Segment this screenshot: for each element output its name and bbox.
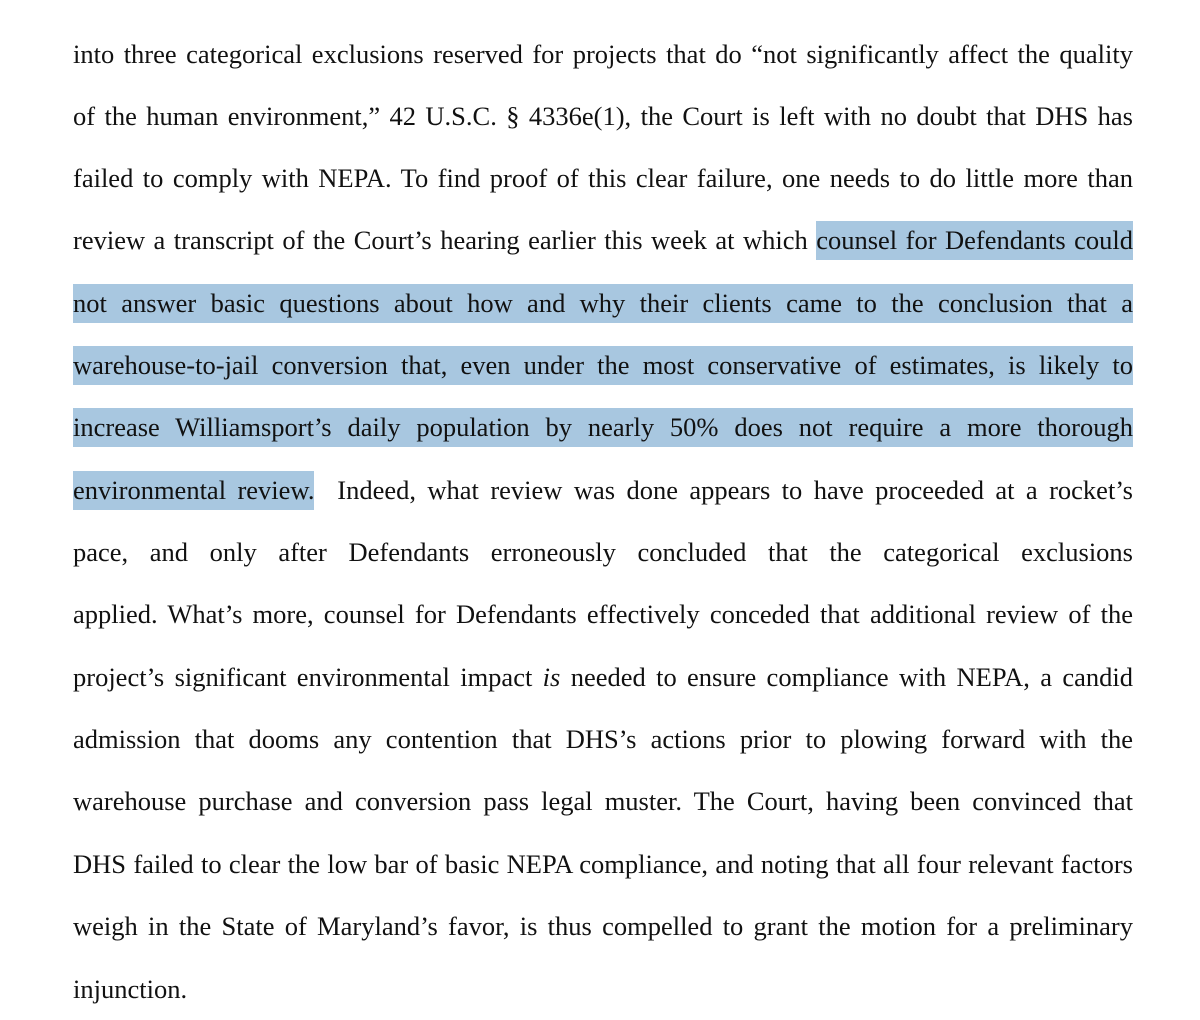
line-text: admission that dooms any contention that DHS’s actions prior to plowing forward with the [73,724,1133,754]
line-text: warehouse purchase and conversion pass legal muster. The Court, having been convinced that [73,786,1133,816]
highlighted-text[interactable]: increase Williamsport’s daily population by nearly 50% does not require a more thorough [73,408,1133,447]
paragraph-line [73,98,1133,134]
paragraph-line [73,783,1133,819]
line-text: applied. What’s more, counsel for Defendants effectively conceded that additional review of the [73,599,1133,629]
paragraph-line [73,347,1133,383]
highlighted-text[interactable]: counsel for Defendants could [816,221,1133,260]
line-text: failed to comply with NEPA. To find proof of this clear failure, one needs to do little more than [73,163,1133,193]
line-text: injunction. [73,974,188,1004]
line-text: needed to ensure compliance with NEPA, a candid [560,662,1133,692]
highlighted-text[interactable]: not answer basic questions about how and why their clients came to the conclusion that a [73,284,1133,323]
paragraph-line [73,409,1133,445]
paragraph-line [73,971,1133,1007]
paragraph-line [73,659,1133,695]
paragraph-line [73,596,1133,632]
paragraph-line [73,285,1133,321]
highlighted-text[interactable]: environmental review. [73,471,314,510]
paragraph-line [73,846,1133,882]
line-text: DHS failed to clear the low bar of basic NEPA compliance, and noting that all four relevant factors [73,849,1133,879]
paragraph-line [73,160,1133,196]
paragraph-line [73,908,1133,944]
line-text: pace, and only after Defendants erroneously concluded that the categorical exclusions [73,537,1133,567]
line-text: into three categorical exclusions reserved for projects that do “not significantly affect the quality [73,39,1133,69]
paragraph-line [73,472,1133,508]
paragraph-line [73,36,1133,72]
paragraph-line [73,222,1133,258]
line-text: project’s significant environmental impact [73,662,543,692]
highlighted-text[interactable]: warehouse-to-jail conversion that, even under the most conservative of estimates, is likely to [73,346,1133,385]
line-text: review a transcript of the Court’s hearing earlier this week at which [73,225,817,255]
italic-emphasis: is [542,662,561,692]
paragraph-line [73,534,1133,570]
paragraph-line [73,721,1133,757]
line-text: of the human environment,” 42 U.S.C. § 4336e(1), the Court is left with no doubt that DHS has [73,101,1133,131]
line-text: weigh in the State of Maryland’s favor, is thus compelled to grant the motion for a preliminary [73,911,1133,941]
line-text: Indeed, what review was done appears to have proceeded at a rocket’s [314,475,1133,505]
